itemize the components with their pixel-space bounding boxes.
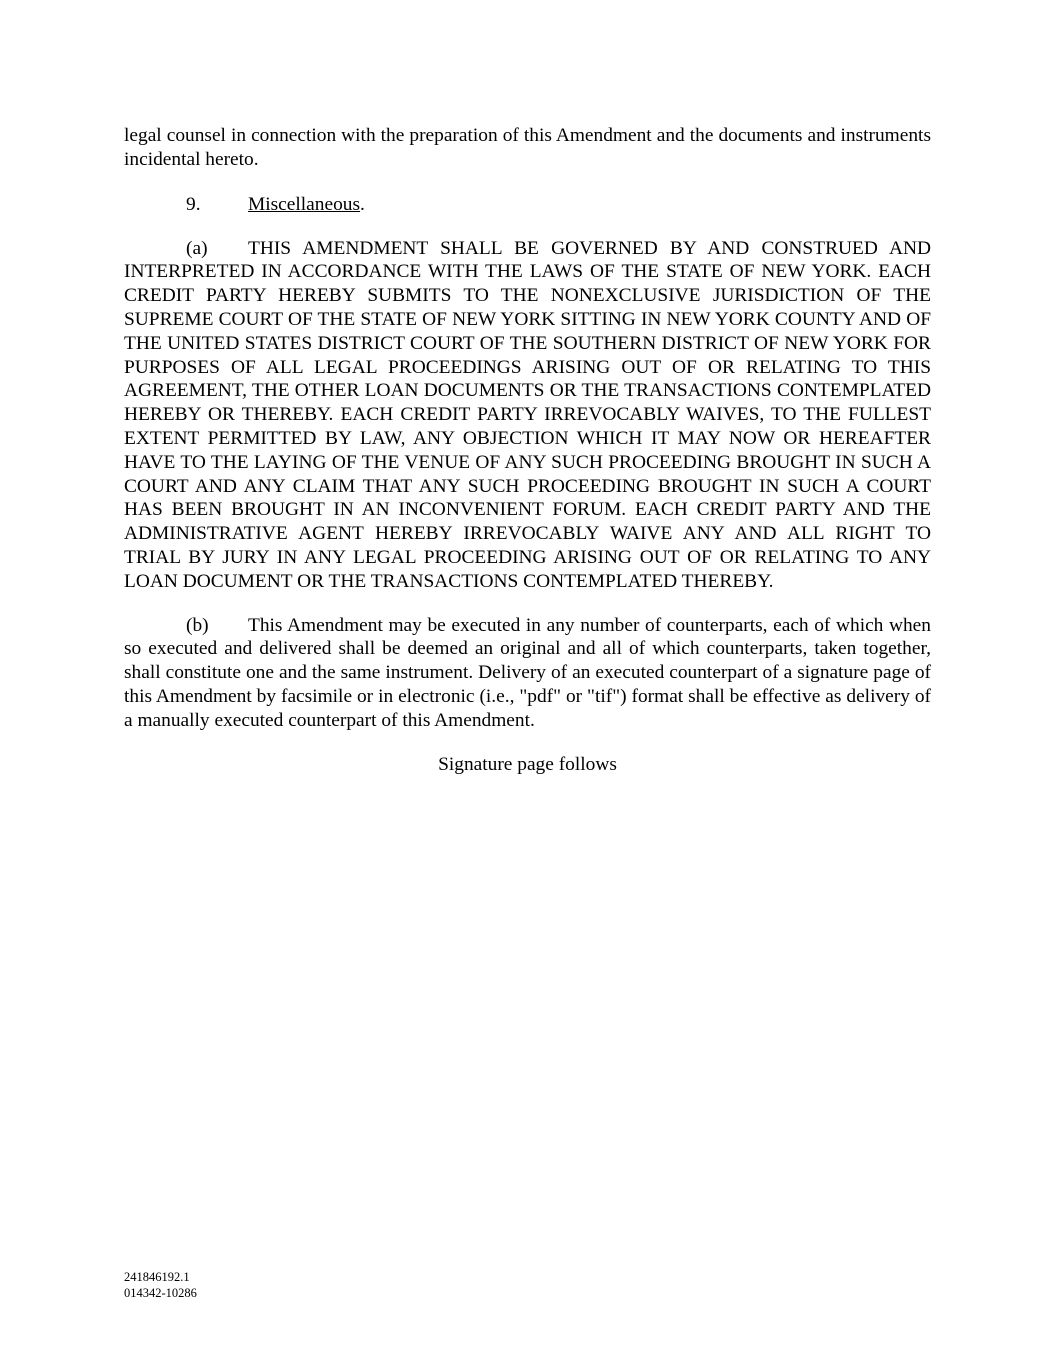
paragraph-a-text: THIS AMENDMENT SHALL BE GOVERNED BY AND CONSTRUED AND INTERPRETED IN ACCORDANCE WITH THE LAWS OF THE STATE OF NEW YORK. EACH CREDIT PARTY HEREBY SUBMITS TO THE NONEXCLUSIVE JURISDICTION OF THE SUPREME COURT OF THE STATE OF NEW YORK SITTING IN NEW YORK COUNTY AND OF THE UNITED STATES DISTRICT COURT OF THE SOUTHERN DISTRICT OF NEW YORK FOR PURPOSES OF ALL LEGAL PROCEEDINGS ARISING OUT OF OR RELATING TO THIS AGREEMENT, THE OTHER LOAN DOCUMENTS OR THE TRANSACTIONS CONTEMPLATED HEREBY OR THEREBY. EACH CREDIT PARTY IRREVOCABLY WAIVES, TO THE FULLEST EXTENT PERMITTED BY LAW, ANY OBJECTION WHICH IT MAY NOW OR HEREAFTER HAVE TO THE LAYING OF THE VENUE OF ANY SUCH PROCEEDING BROUGHT IN SUCH A COURT AND ANY CLAIM THAT ANY SUCH PROCEEDING BROUGHT IN SUCH A COURT HAS BEEN BROUGHT IN AN INCONVENIENT FORUM. EACH CREDIT PARTY AND THE ADMINISTRATIVE AGENT HEREBY IRREVOCABLY WAIVE ANY AND ALL RIGHT TO TRIAL BY JURY IN ANY LEGAL PROCEEDING ARISING OUT OF OR RELATING TO ANY LOAN DOCUMENT OR THE TRANSACTIONS CONTEMPLATED THEREBY. — [124, 237, 931, 592]
signature-note: Signature page follows — [438, 753, 617, 775]
paragraph-a-label: (a) — [186, 237, 208, 259]
section-number: 9. — [186, 193, 201, 215]
paragraph-a — [124, 237, 931, 594]
footer-matter-id: 014342-10286 — [124, 1286, 197, 1300]
section-title-text: Miscellaneous — [248, 193, 361, 215]
continuation-paragraph: legal counsel in connection with the preparation of this Amendment and the documents and instruments incidental hereto. — [124, 125, 931, 170]
section-title — [248, 193, 365, 217]
paragraph-b-label: (b) — [186, 614, 209, 636]
page-footer — [124, 1269, 197, 1301]
section-title-suffix: . — [360, 193, 365, 215]
footer-doc-id: 241846192.1 — [124, 1270, 190, 1284]
document-body — [124, 124, 931, 776]
section-heading — [124, 193, 931, 217]
paragraph-b-text: This Amendment may be executed in any number of counterparts, each of which when so executed and delivered shall be deemed an original and all of which counterparts, taken together, shall constitute one and the same instrument. Delivery of an executed counterpart of a signature page of this Amendment by facsimile or in electronic (i.e., "pdf" or "tif") format shall be effective as delivery of a manually executed counterpart of this Amendment. — [124, 614, 931, 731]
paragraph-b — [124, 614, 931, 733]
